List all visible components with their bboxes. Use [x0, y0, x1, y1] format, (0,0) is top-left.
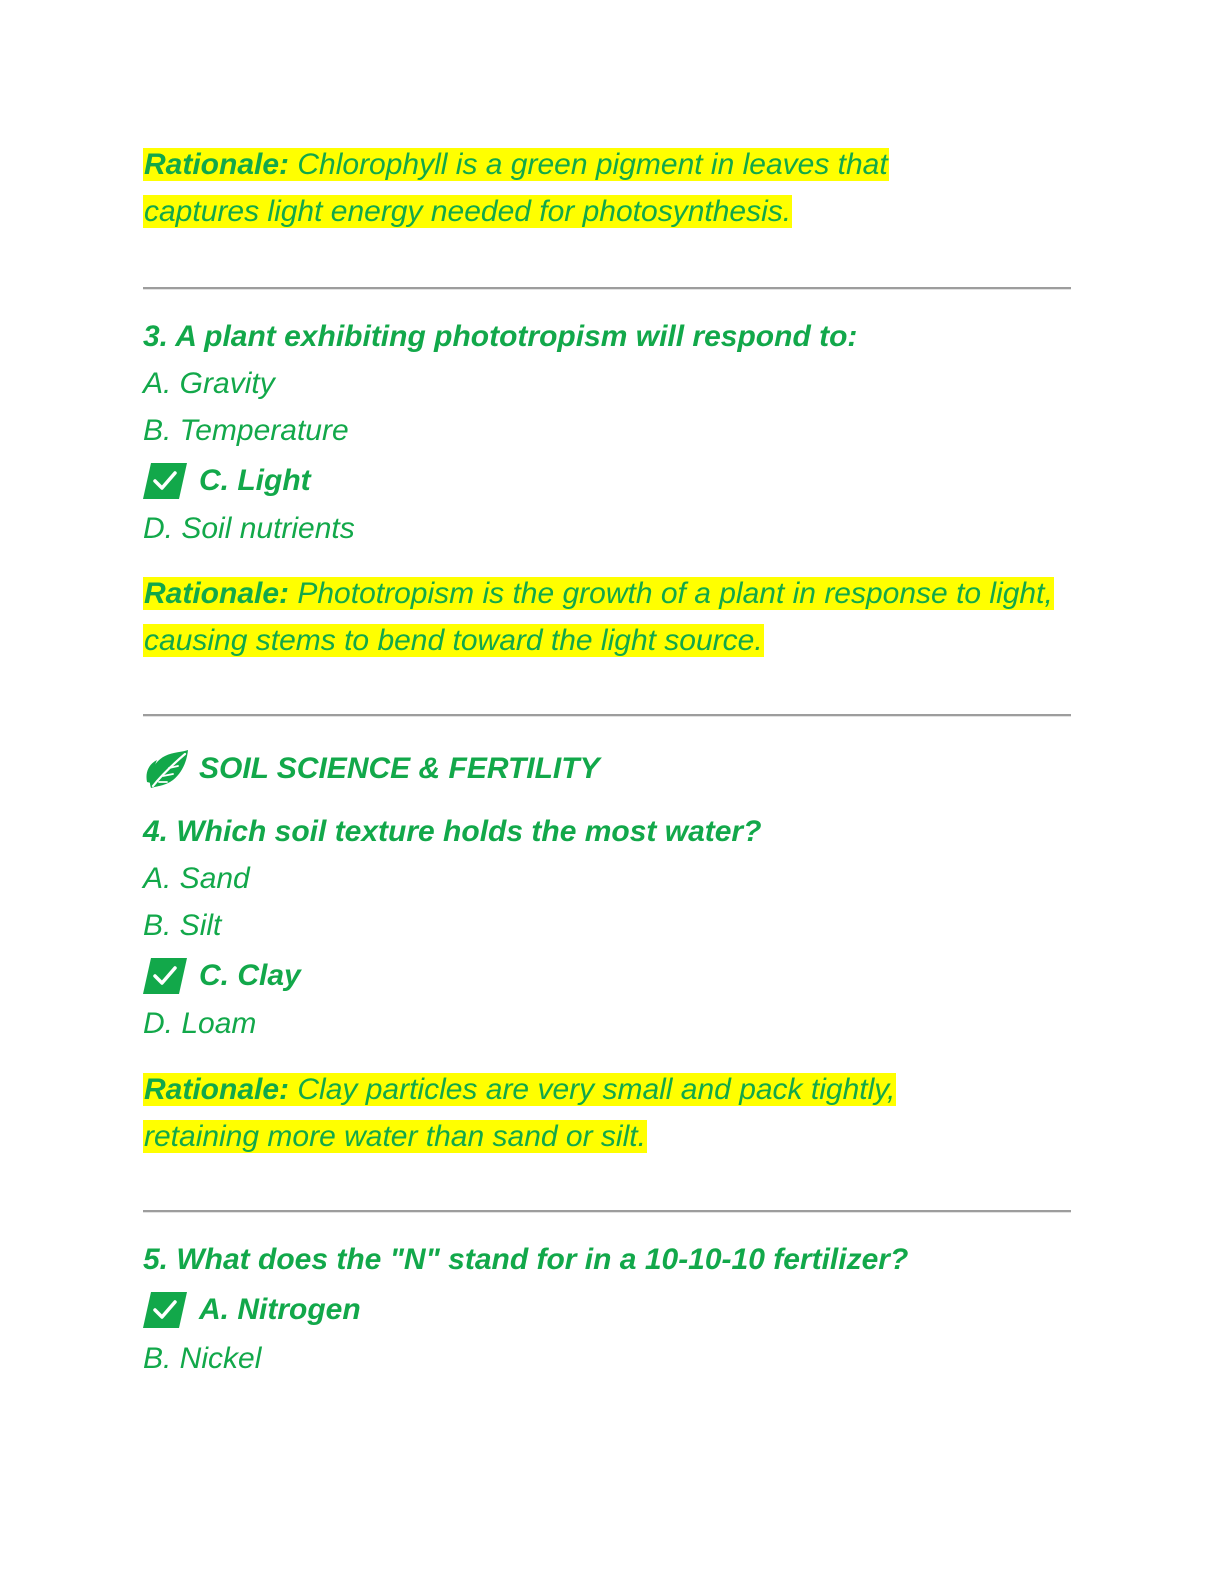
- check-mark-icon: [143, 956, 187, 996]
- q3-option-a: A. Gravity: [143, 367, 275, 400]
- rationale-q2: [143, 141, 963, 235]
- q5-option-a-correct: [143, 1290, 361, 1330]
- rationale-q4: [143, 1066, 973, 1160]
- q3-option-d: D. Soil nutrients: [143, 512, 355, 545]
- q4-option-d: D. Loam: [143, 1007, 257, 1040]
- rationale-label: Rationale:: [144, 577, 290, 610]
- q3-option-c-correct: [143, 461, 311, 501]
- q4-option-c-correct: [143, 956, 301, 996]
- rationale-text: Phototropism is the growth of a plant in response to light, causing stems to bend toward the light source.: [144, 577, 1053, 657]
- question-5-prompt: 5. What does the "N" stand for in a 10-10-10 fertilizer?: [143, 1243, 909, 1276]
- rationale-text: Chlorophyll is a green pigment in leaves that captures light energy needed for photosynthesis.: [144, 148, 888, 228]
- section-title: SOIL SCIENCE & FERTILITY: [199, 752, 600, 785]
- check-mark-icon: [143, 1290, 187, 1330]
- q5-option-a-label: A. Nitrogen: [199, 1293, 361, 1326]
- q5-option-b: B. Nickel: [143, 1342, 262, 1375]
- divider: [143, 714, 1071, 717]
- leaf-icon: [143, 748, 189, 790]
- q3-option-b: B. Temperature: [143, 414, 349, 447]
- q4-option-c-label: C. Clay: [199, 959, 301, 992]
- question-4-prompt: 4. Which soil texture holds the most water?: [143, 815, 762, 848]
- q3-option-c-label: C. Light: [199, 464, 311, 497]
- divider: [143, 287, 1071, 290]
- q4-option-a: A. Sand: [143, 862, 250, 895]
- rationale-label: Rationale:: [144, 148, 290, 181]
- question-3-prompt: 3. A plant exhibiting phototropism will respond to:: [143, 320, 858, 353]
- check-mark-icon: [143, 461, 187, 501]
- divider: [143, 1210, 1071, 1213]
- q4-option-b: B. Silt: [143, 909, 222, 942]
- rationale-text: Clay particles are very small and pack tightly, retaining more water than sand or silt.: [144, 1073, 896, 1153]
- section-header: [143, 748, 600, 790]
- rationale-label: Rationale:: [144, 1073, 290, 1106]
- rationale-q3: [143, 570, 1071, 664]
